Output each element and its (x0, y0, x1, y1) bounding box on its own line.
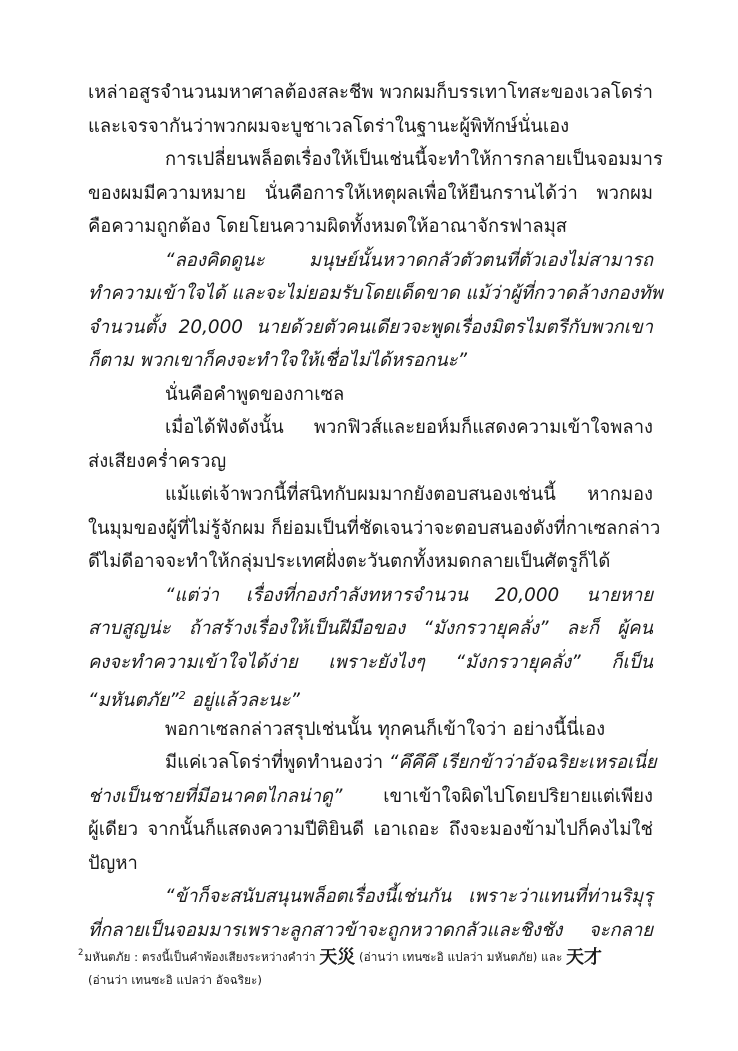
text-line: การเปลี่ยนพล็อตเรื่องให้เป็นเช่นนี้จะทำให้การกลายเป็นจอมมาร (165, 149, 663, 170)
quote-line: คงจะทำความเข้าใจได้ง่าย เพราะยังไงๆ “มังกรวายุคลั่ง” ก็เป็น (88, 651, 653, 673)
footnote (78, 942, 653, 992)
text-line: ในมุมของผู้ที่ไม่รู้จักผม ก็ย่อมเป็นที่ชัดเจนว่าจะตอบสนองดังที่กาเซลกล่าว (88, 517, 661, 539)
text-segment: เขาเข้าใจผิดไปโดยปริยายแต่เพียง (342, 785, 653, 807)
quote-line: จำนวนตั้ง 20,000 นายด้วยตัวคนเดียวจะพูดเรื่องมิตรไมตรีกับพวกเขา (88, 316, 653, 338)
text-line: แม้แต่เจ้าพวกนี้ที่สนิทกับผมมากยังตอบสนองเช่นนี้ หากมอง (165, 484, 653, 505)
quote-segment: “คึคึคึ เรียกข้าว่าอัจฉริยะเหรอเนี่ย (388, 752, 657, 773)
text-line: และเจรจากันว่าพวกผมจะบูชาเวลโดร่าในฐานะผู้พิทักษ์นั่นเอง (88, 115, 570, 137)
footnote-marker: 2 (178, 689, 186, 702)
text-line: ดีไม่ดีอาจจะทำให้กลุ่มประเทศฝั่งตะวันตกทั้งหมดกลายเป็นศัตรูก็ได้ (88, 551, 611, 572)
footnote-line (78, 942, 653, 969)
text-line: เมื่อได้ฟังดังนั้น พวกฟิวส์และยอห์มก็แสดงความเข้าใจพลาง (165, 417, 653, 438)
text-line (88, 746, 657, 780)
text-line: พอกาเซลกล่าวสรุปเช่นนั้น ทุกคนก็เข้าใจว่า อย่างนี้นี่เอง (165, 718, 606, 740)
text-line: ส่งเสียงคร่ำครวญ (88, 450, 227, 472)
quote-segment: “มหันตภัย” (88, 690, 179, 711)
footnote-line: (อ่านว่า เทนซะอิ แปลว่า อัจฉริยะ) (88, 973, 262, 987)
text-line: เหล่าอสูรจำนวนมหาศาลต้องสละชีพ พวกผมก็บรรเทาโทสะของเวลโดร่า (88, 82, 653, 103)
quote-line: สาบสูญน่ะ ถ้าสร้างเรื่องให้เป็นฝีมือของ “มังกรวายุคลั่ง” ละก็ ผู้คน (88, 618, 653, 639)
text-line: คือความถูกต้อง โดยโยนความผิดทั้งหมดให้อาณาจักรฟาลมุส (88, 216, 568, 237)
quote-segment: อยู่แล้วละนะ” (185, 690, 300, 711)
footnote-text: (อ่านว่า เทนซะอิ แปลว่า มหันตภัย) และ (359, 950, 563, 964)
quote-line: ก็ตาม พวกเขาก็คงจะทำใจให้เชื่อไม่ได้หรอกนะ” (88, 350, 468, 371)
footnote-text: มหันตภัย : ตรงนี้เป็นคำพ้องเสียงระหว่างคำว่า (84, 950, 316, 964)
text-segment: มีแค่เวลโดร่าที่พูดทำนองว่า (165, 752, 389, 773)
quote-line: “แต่ว่า เรื่องที่กองกำลังทหารจำนวน 20,000 นายหาย (165, 584, 653, 606)
text-line: นั่นคือคำพูดของกาเซล (165, 383, 345, 405)
quote-line: ทำความเข้าใจได้ และจะไม่ยอมรับโดยเด็ดขาด แม้ว่าผู้ที่กวาดล้างกองทัพ (88, 283, 663, 304)
footnote-number: 2 (78, 948, 84, 958)
kanji-tensai-genius: 天才 (566, 947, 603, 968)
kanji-tensai-disaster: 天災 (319, 947, 356, 968)
text-line: ผู้เดียว จากนั้นก็แสดงความปีติยินดี เอาเถอะ ถึงจะมองข้ามไปก็คงไม่ใช่ (88, 819, 653, 840)
text-line: ของผมมีความหมาย นั่นคือการให้เหตุผลเพื่อให้ยืนกรานได้ว่า พวกผม (88, 182, 653, 204)
text-line: ปัญหา (88, 852, 138, 874)
quote-line: “ลองคิดดูนะ มนุษย์นั้นหวาดกลัวตัวตนที่ตัวเองไม่สามารถ (165, 249, 653, 271)
quote-line: ที่กลายเป็นจอมมารเพราะลูกสาวข้าจะถูกหวาดกลัวและชิงชัง จะกลาย (88, 919, 653, 941)
quote-line: “ข้าก็จะสนับสนุนพล็อตเรื่องนี้เช่นกัน เพราะว่าแทนที่ท่านริมุรุ (165, 886, 653, 907)
quote-line (88, 679, 653, 713)
quote-segment: ช่างเป็นชายที่มีอนาคตไกลน่าดู” (88, 785, 343, 807)
text-line (88, 780, 653, 814)
body-text (88, 76, 663, 947)
